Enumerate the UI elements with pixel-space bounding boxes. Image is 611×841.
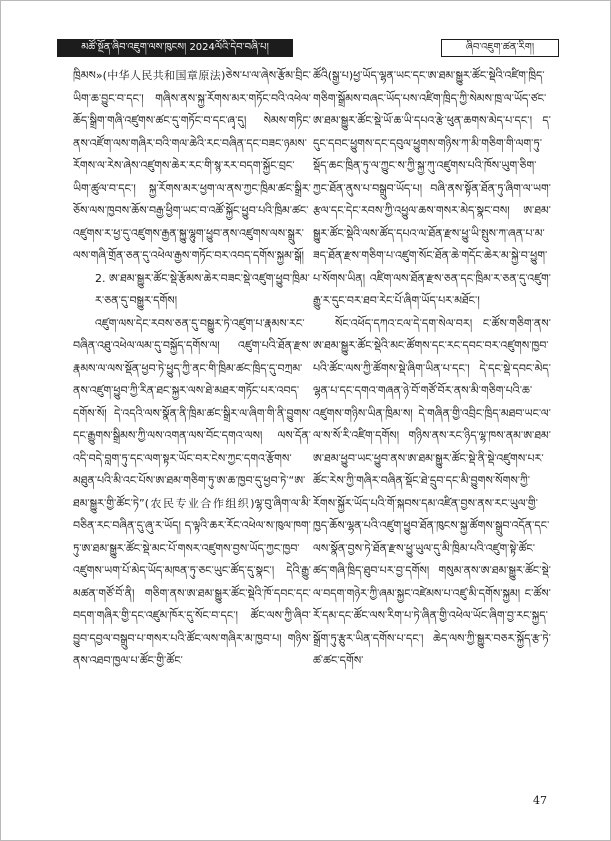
running-header-right: ཞིབ་འཇུག་ཚན་རིག། xyxy=(441,39,559,57)
right-text-column xyxy=(313,65,551,791)
section-heading: 2. ཨ་ཐམ་སྒྱུར་ཚོང་སྡེ་རྩོམས་ཆེར་བཟང་སྡེ་འཛུག་ཕྱུབ་ཁྲིམ་ར་ཅན་དུ་བསྒྱུར་དགོས། xyxy=(95,271,310,307)
left-paragraph-2: འཛུག་ལས་དེང་རབས་ཅན་དུ་བསྒྱུར་ཏེ་འཛུག་པ་རྣམས་རང་བཞིན་འཐུ་འཕེལ་ལམ་དུ་བསྐྱོད་དགོས་ལ། འཛུག་པའི་ཐོན་རྫས་རྣམས་ལ་ལས་སྡོན་ཕྱབ་ཏེ་ཕྱུད་ཀྱི་ནང་གི་ཁྲིམ་ཚང་ཁྲིད་དུ་བཀྲམ་ནས་འཛུག་ཕྱུབ་ཀྱི་རིན་ཐང་སྐྱར་ལས་ཐེ་མཐར་གཏོང་པར་འབད་དགོས་སོ། དེ་འདའི་ལས་སྣོན་ནི་ཁྲིམ་ཚང་སྒྲིར་ལ་ཞིག་གི་ནི་བྱུགས་དང་རྒྱུགས་སྒྲིམས་ཀྱི་ལས་འགན་ལས་བོང་དགའ་ལས། ལས་དོན་འདི་བདེ་བླག་ཏུ་དང་ལག་སྟར་ཡོང་བར་ངེས་ཀྱང་དགའ་རྩོགས་མཐུན་པའི་མི་འང་པོས་ཨ་ཐམ་གཅིག་ཏུ་ཨ་ཆ་ཁྱབ་དུ་ཕྱབ་ཏེ་“ཨ་ཐམ་སྒྱུར་གྱི་ཚོང་ཏེ”(农民专业合作组织)ལྷ་བུ་ཞིག་ལ་མི་བཅིན་རང་བཞིན་དུ་ཞུ་ར་ཡོད། ད་ལྟའི་ཆར་རོང་འཕེལ་ས་ཁུལ་ཁག་ཏུ་ཨ་ཐམ་སྒྱུར་ཚོང་སྡེ་མང་པོ་གསར་འཛུགས་བྱས་ཡོད་ཀྱང་ཁྱབ་འཛུགས་ཡག་པོ་མེད་ཡོད་མཁན་ཏུ་ཅང་ཡུང་ཚོད་དུ་སྣང་། དེའི་རྒྱུ་མཚན་གཙོ་བོ་ནི། གཅིག་ནས་ཨ་ཐམ་སྒྱུར་ཚོང་སྡེའི་ཁོ་དབང་དང་བདག་གཞིར་གྱི་དང་འཛུམ་ཁོར་དུ་སོང་བ་དང་། ཚོང་ལས་ཀྱི་ཞིབ་བྱུབ་དབྱལ་བསྒྲུབ་པ་གསར་པའི་ཚོང་ལས་གཞིར་མ་ཁྱབ་པ། གཉིས་ནས་འཐབ་ཁྱལ་པ་ཚོང་གྱི་ཚོང་ xyxy=(73,316,311,667)
left-text-column xyxy=(73,65,311,791)
right-paragraph-1: ཚོའི(སྒྱ་པ)ཕྱ་ཡོད་ལྷན་ཡང་དང་ཨ་ཐམ་སྒྱུར་ཚོང་སྡེའི་འཛིག་ཁྲིད་གཅིག་སྒྲོམས་བཞང་ཡོད་པས་འཛིག་ཁྲིད་ཀྱི་སེམས་ཁྲ་ལ་ཡོད་ཙང་ཨ་ཐམ་སྒྱུར་ཚོང་སྡེ་ཡོ་ཆ་ཡི་དཔའ་རྩེ་ཕུན་ཆགས་མེད་པ་དང་། ད་དུང་དབང་ཕྱུགས་དང་དབུལ་ཕྱུགས་གཉིས་ཀ་མི་གཅིག་གི་ལག་ཏུ་སྡོད་ཆང་ཁྲིན་ཏུ་ལ་ཀྱུང་ས་ཀྱི་སྐྱ་ཀུ་འཛུགས་པའི་ཁོས་ཡུག་ཅིག་ཀྱང་ཐོན་ནུས་པ་བསྒྲུབ་ཡོད་པ། བཞི་ནས་སྟོན་ཐོན་ཏུ་ཞིག་ལ་ཡག་རྩལ་དང་དེང་རབས་ཀྱི་འཕྱུལ་ཆས་གསར་མེད་སྣང་བས། ཨ་ཐམ་སྒྱུར་ཚོང་སྡེའི་ལས་ཚོད་དཔའ་ལ་ཐོན་རྫས་ཕྱུ་ཡི་སྤུས་ཀ་ཞན་པ་མ་ཟད་ཐོན་རྫས་གཅིག་པ་འཛུག་སོང་ཐོན་ཆེ་གདོང་ཆེར་མ་སྐྱེ་བ་ཕྱུག་པ་སོགས་ཡིན། འཛིག་ལས་ཐོན་རྫས་ཅན་དང་ཁྲིམ་ར་ཅན་དུ་འཛུག་རྒྱུ་ར་དུང་བར་ཐབ་རེང་པོ་ཞིག་ཡོད་པར་མཐོང་། xyxy=(313,69,551,307)
right-paragraph-2: སོང་འཕོད་དཀའ་ངལ་དེ་དག་སེལ་བར། ང་ཚོས་གཅིག་ནས་ཨ་ཐམ་སྒྱུར་ཚོང་སྡེའི་མང་ཚོགས་དང་རང་དབང་བར་འཛུགས་ཁྱབ་པའི་ཚོང་ལས་ཀྱི་ཚོགས་སྡེ་ཞིག་ཡིན་པ་དང་། དེ་དང་སྡེ་དབང་མེད་ལྷན་པ་དང་དགའ་གཞན་ཉེ་བོ་གཙོ་བོར་ནས་མི་གཅིག་པའི་ཆ་འཛུགས་གཉིས་ཡིན་ཁྲིམ་ས། དེ་གཞིན་གྱི་འབྲིང་ཁྲིད་མཐབ་ཡང་ལ་ལ་ས་སོ་རི་འཛིག་དགོས། གཉིས་ནས་རང་ཉིད་ལྷ་ཁས་ནམ་ཨ་ཐམ་ཨ་ཐམ་ཕྱུབ་ཡང་ཕྱུབ་ནས་ཨ་ཐམ་སྒྱུར་ཚོང་སྡེ་ནི་སྡེ་འཛུགས་པར་ཚོང་རེས་ཀྱི་གཞིར་བཞིན་སྡོང་ཐེ་དྲུབ་དང་མི་བྱུགས་སོགས་ཀྱི་རོགས་སྐྱོར་ཡོད་པའི་གོ་སྐབས་དམ་འཛིན་བྱས་ནས་རང་ཡུལ་གྱི་ཁྱད་ཆོས་ལྷན་པའི་འཛུག་ཕྱུབ་ཐོན་ཁུངས་སྐྱ་ཚོགས་སྒྲུབ་འདོན་དང་ལས་སྣོན་བྱས་ཏེ་ཐོན་རྫས་ཕྱུ་ཡུལ་དུ་མི་ཁྲིམ་པའི་འཛུག་སྟེ་ཚོང་ཚད་གཞི་ཁྲིད་ཐུབ་པར་བྱ་དགོས། གསུམ་ནས་ཨ་ཐམ་སྒྱུར་ཚོང་སྡེ་ལ་བདག་གཉེར་ཀྱི་ཞམ་སྐྱང་འཛེམས་པ་འཛུ་མི་དགོས་སྐྱམ། ང་ཚོས་རོ་དམ་དང་ཚོང་ལས་རིག་པ་ཏེ་ཞིན་གྱི་འཕེལ་ཡོང་ཞིག་བྱ་རང་སྐྱད་སྒྲོག་ཏུ་རྩུར་ཡིན་དགོས་པ་དང་། ཆེད་ལས་ཀྱི་སྒྱུར་བཅར་སྐྱོད་རྩ་ཏེ་ཚ་ཚང་དགོས་ xyxy=(313,316,551,667)
running-header-left: མཚོ་སྔོན་ཞིབ་འཇུག་ལས་ཁུངས། 2024ལོའི་དེབ་བཞི་པ། xyxy=(57,39,293,57)
left-paragraph-1: ཁྲིམས»(中华人民共和国章原法)ཅེས་པ་ལ་ཞེས་རྩོམ་བྲིང་ཡིག་ཆ་བྱུང་བ་དང་། གཞིས་ནས་སྐྱ་རོགས་མར་གཏོང་བའི་འཕེལ་ཆོད་སྒྲིག་གཞི་འཛུགས་ཚང་དུ་གཏོང་བ་དང་ཞྭ་དུ། སེམས་གཏིང་ནས་འཛོག་ལས་གཞིར་བའི་གལ་ཆེའི་རང་བཞིན་དང་བཟང་ཉམས་རོགས་ལ་རེས་ཞེས་འཛུགས་ཆེར་རང་གི་སྙ་རར་བདག་སྐྱོང་བྲང་ཡིག་ཚུལ་བ་དང་། སྐྱ་རོགས་མར་ཕྱག་ལ་ནས་ཀྱང་ཁྲིམ་ཚང་སྒྲིར་ཅོས་ལས་ཁྱབས་ཆོས་བརྒྱ་ཕྱིག་ཡང་བ་འཚོ་སྐྱོང་ཕྱུབ་པའི་ཁྲིམ་ཚང་འཛུགས་ར་ཕྱ་དུ་འཛུགས་རྒྱན་སྐྱུ་ལྷུག་ཕྱུབ་ནས་འཛུགས་ལས་སྒྲུར་ལས་གཞི་གྲོན་ཅན་དུ་འཕེལ་རྒྱས་གཏོང་བར་འབད་དགོས་སྐྱམ་སྒོ། xyxy=(73,69,311,262)
page-number: 47 xyxy=(533,794,547,807)
